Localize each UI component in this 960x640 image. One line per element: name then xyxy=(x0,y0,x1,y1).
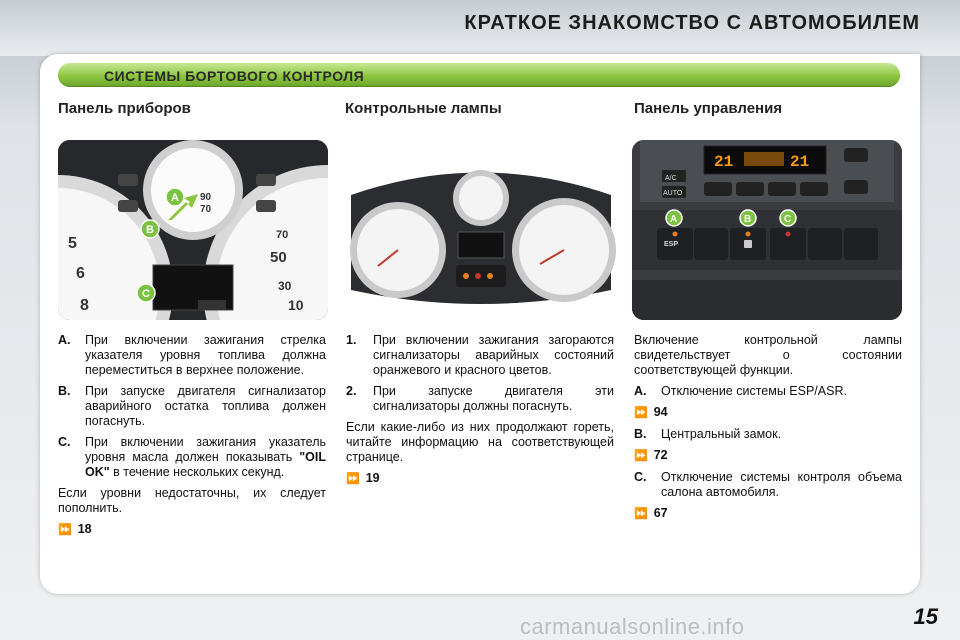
page-number: 15 xyxy=(913,604,938,629)
warning-lamps-text xyxy=(346,333,614,493)
page-ref-arrow-icon: ⏩ xyxy=(58,524,72,536)
speed-tick-10: 10 xyxy=(288,297,304,313)
page-header-title: КРАТКОЕ ЗНАКОМСТВО С АВТОМОБИЛЕМ xyxy=(464,12,920,34)
display-temp-right: 21 xyxy=(790,153,810,171)
intro-text: Включение контрольной лампы свидетельствует о состоянии соответствующей функции. xyxy=(634,333,902,377)
page-ref[interactable] xyxy=(58,522,326,538)
instrument-panel-text xyxy=(58,333,326,544)
item-text: Отключение системы ESP/ASR. xyxy=(661,384,847,398)
item-label: C. xyxy=(58,435,71,449)
tach-tick-5: 5 xyxy=(68,235,77,252)
item-text: При включении зажигания загораются сигнализаторы аварийных состояний оранжевого и красного цветов. xyxy=(373,333,614,377)
item-1 xyxy=(346,333,614,378)
item-label: C. xyxy=(634,470,647,484)
item-label: B. xyxy=(58,384,71,398)
item-a xyxy=(58,333,326,378)
control-panel-photo xyxy=(632,140,902,320)
control-panel-text xyxy=(634,333,902,528)
item-text: Центральный замок. xyxy=(661,427,782,441)
tach-tick-8: 8 xyxy=(80,297,89,314)
page-ref-number: 72 xyxy=(653,448,668,462)
page-ref-arrow-icon: ⏩ xyxy=(634,508,648,520)
control-panel-heading: Панель управления xyxy=(634,100,783,117)
item-label: 1. xyxy=(346,333,357,347)
item-text: Отключение системы контроля объема салона автомобиля. xyxy=(661,470,902,499)
section-title: СИСТЕМЫ БОРТОВОГО КОНТРОЛЯ xyxy=(104,68,365,84)
oil-ok-text: "OIL OK" xyxy=(85,450,326,479)
warning-lamp-icon xyxy=(256,174,276,186)
item-a xyxy=(634,384,902,399)
item-label: 2. xyxy=(346,384,357,398)
page-ref[interactable] xyxy=(634,405,902,421)
ac-label: A/C xyxy=(665,175,677,182)
page-ref-arrow-icon: ⏩ xyxy=(634,407,648,419)
label-c: C xyxy=(142,288,150,300)
item-c xyxy=(58,435,326,480)
page-ref-number: 67 xyxy=(653,506,668,520)
lcd-display xyxy=(458,232,504,258)
label-b: B xyxy=(744,214,752,225)
gauge-90: 90 xyxy=(200,192,212,203)
speed-tick-30: 30 xyxy=(278,279,292,293)
page-ref-arrow-icon: ⏩ xyxy=(346,473,360,485)
page-ref-number: 94 xyxy=(653,405,668,419)
item-2 xyxy=(346,384,614,414)
item-label: B. xyxy=(634,427,647,441)
item-c xyxy=(634,470,902,500)
label-b: B xyxy=(146,224,154,236)
item-text-after: в течение нескольких секунд. xyxy=(109,465,285,479)
label-c: C xyxy=(784,214,792,225)
instrument-panel-heading: Панель приборов xyxy=(58,100,191,117)
note-text: Если какие-либо из них продолжают гореть, читайте информацию на соответствующей странице. xyxy=(346,420,614,464)
item-label: A. xyxy=(58,333,71,347)
tach-tick-6: 6 xyxy=(76,265,85,282)
page-ref-number: 18 xyxy=(77,522,92,536)
gauge-70: 70 xyxy=(200,204,212,215)
item-b xyxy=(634,427,902,442)
item-text: При запуске двигателя сигнализатор аварийного остатка топлива должен погаснуть. xyxy=(85,384,326,428)
item-text: При включении зажигания указатель уровня масла должен показывать xyxy=(85,435,326,464)
speed-tick-50: 50 xyxy=(270,249,287,266)
warning-lamp-icon xyxy=(118,200,138,212)
esp-label: ESP xyxy=(664,241,679,248)
item-b xyxy=(58,384,326,429)
page-ref-arrow-icon: ⏩ xyxy=(634,450,648,462)
item-label: A. xyxy=(634,384,647,398)
item-text: При включении зажигания стрелка указателя уровня топлива должна переместиться в верхнее положение. xyxy=(85,333,326,377)
speed-tick-70: 70 xyxy=(276,229,289,241)
watermark: carmanualsonline.info xyxy=(520,614,745,639)
warning-lamps-heading: Контрольные лампы xyxy=(345,100,502,117)
label-a: A xyxy=(670,214,678,225)
note-text: Если уровни недостаточны, их следует пополнить. xyxy=(58,486,326,515)
auto-label: AUTO xyxy=(663,190,683,197)
dashboard-photo xyxy=(346,140,616,320)
page-ref[interactable] xyxy=(634,506,902,522)
page-ref[interactable] xyxy=(346,471,614,487)
label-a: A xyxy=(171,192,179,204)
page-ref[interactable] xyxy=(634,448,902,464)
warning-lamp-icon xyxy=(118,174,138,186)
warning-lamp-icon xyxy=(256,200,276,212)
page-ref-number: 19 xyxy=(365,471,380,485)
item-text: При запуске двигателя эти сигнализаторы должны погаснуть. xyxy=(373,384,614,413)
display-temp-left: 21 xyxy=(714,153,734,171)
instrument-panel-photo xyxy=(58,140,328,320)
